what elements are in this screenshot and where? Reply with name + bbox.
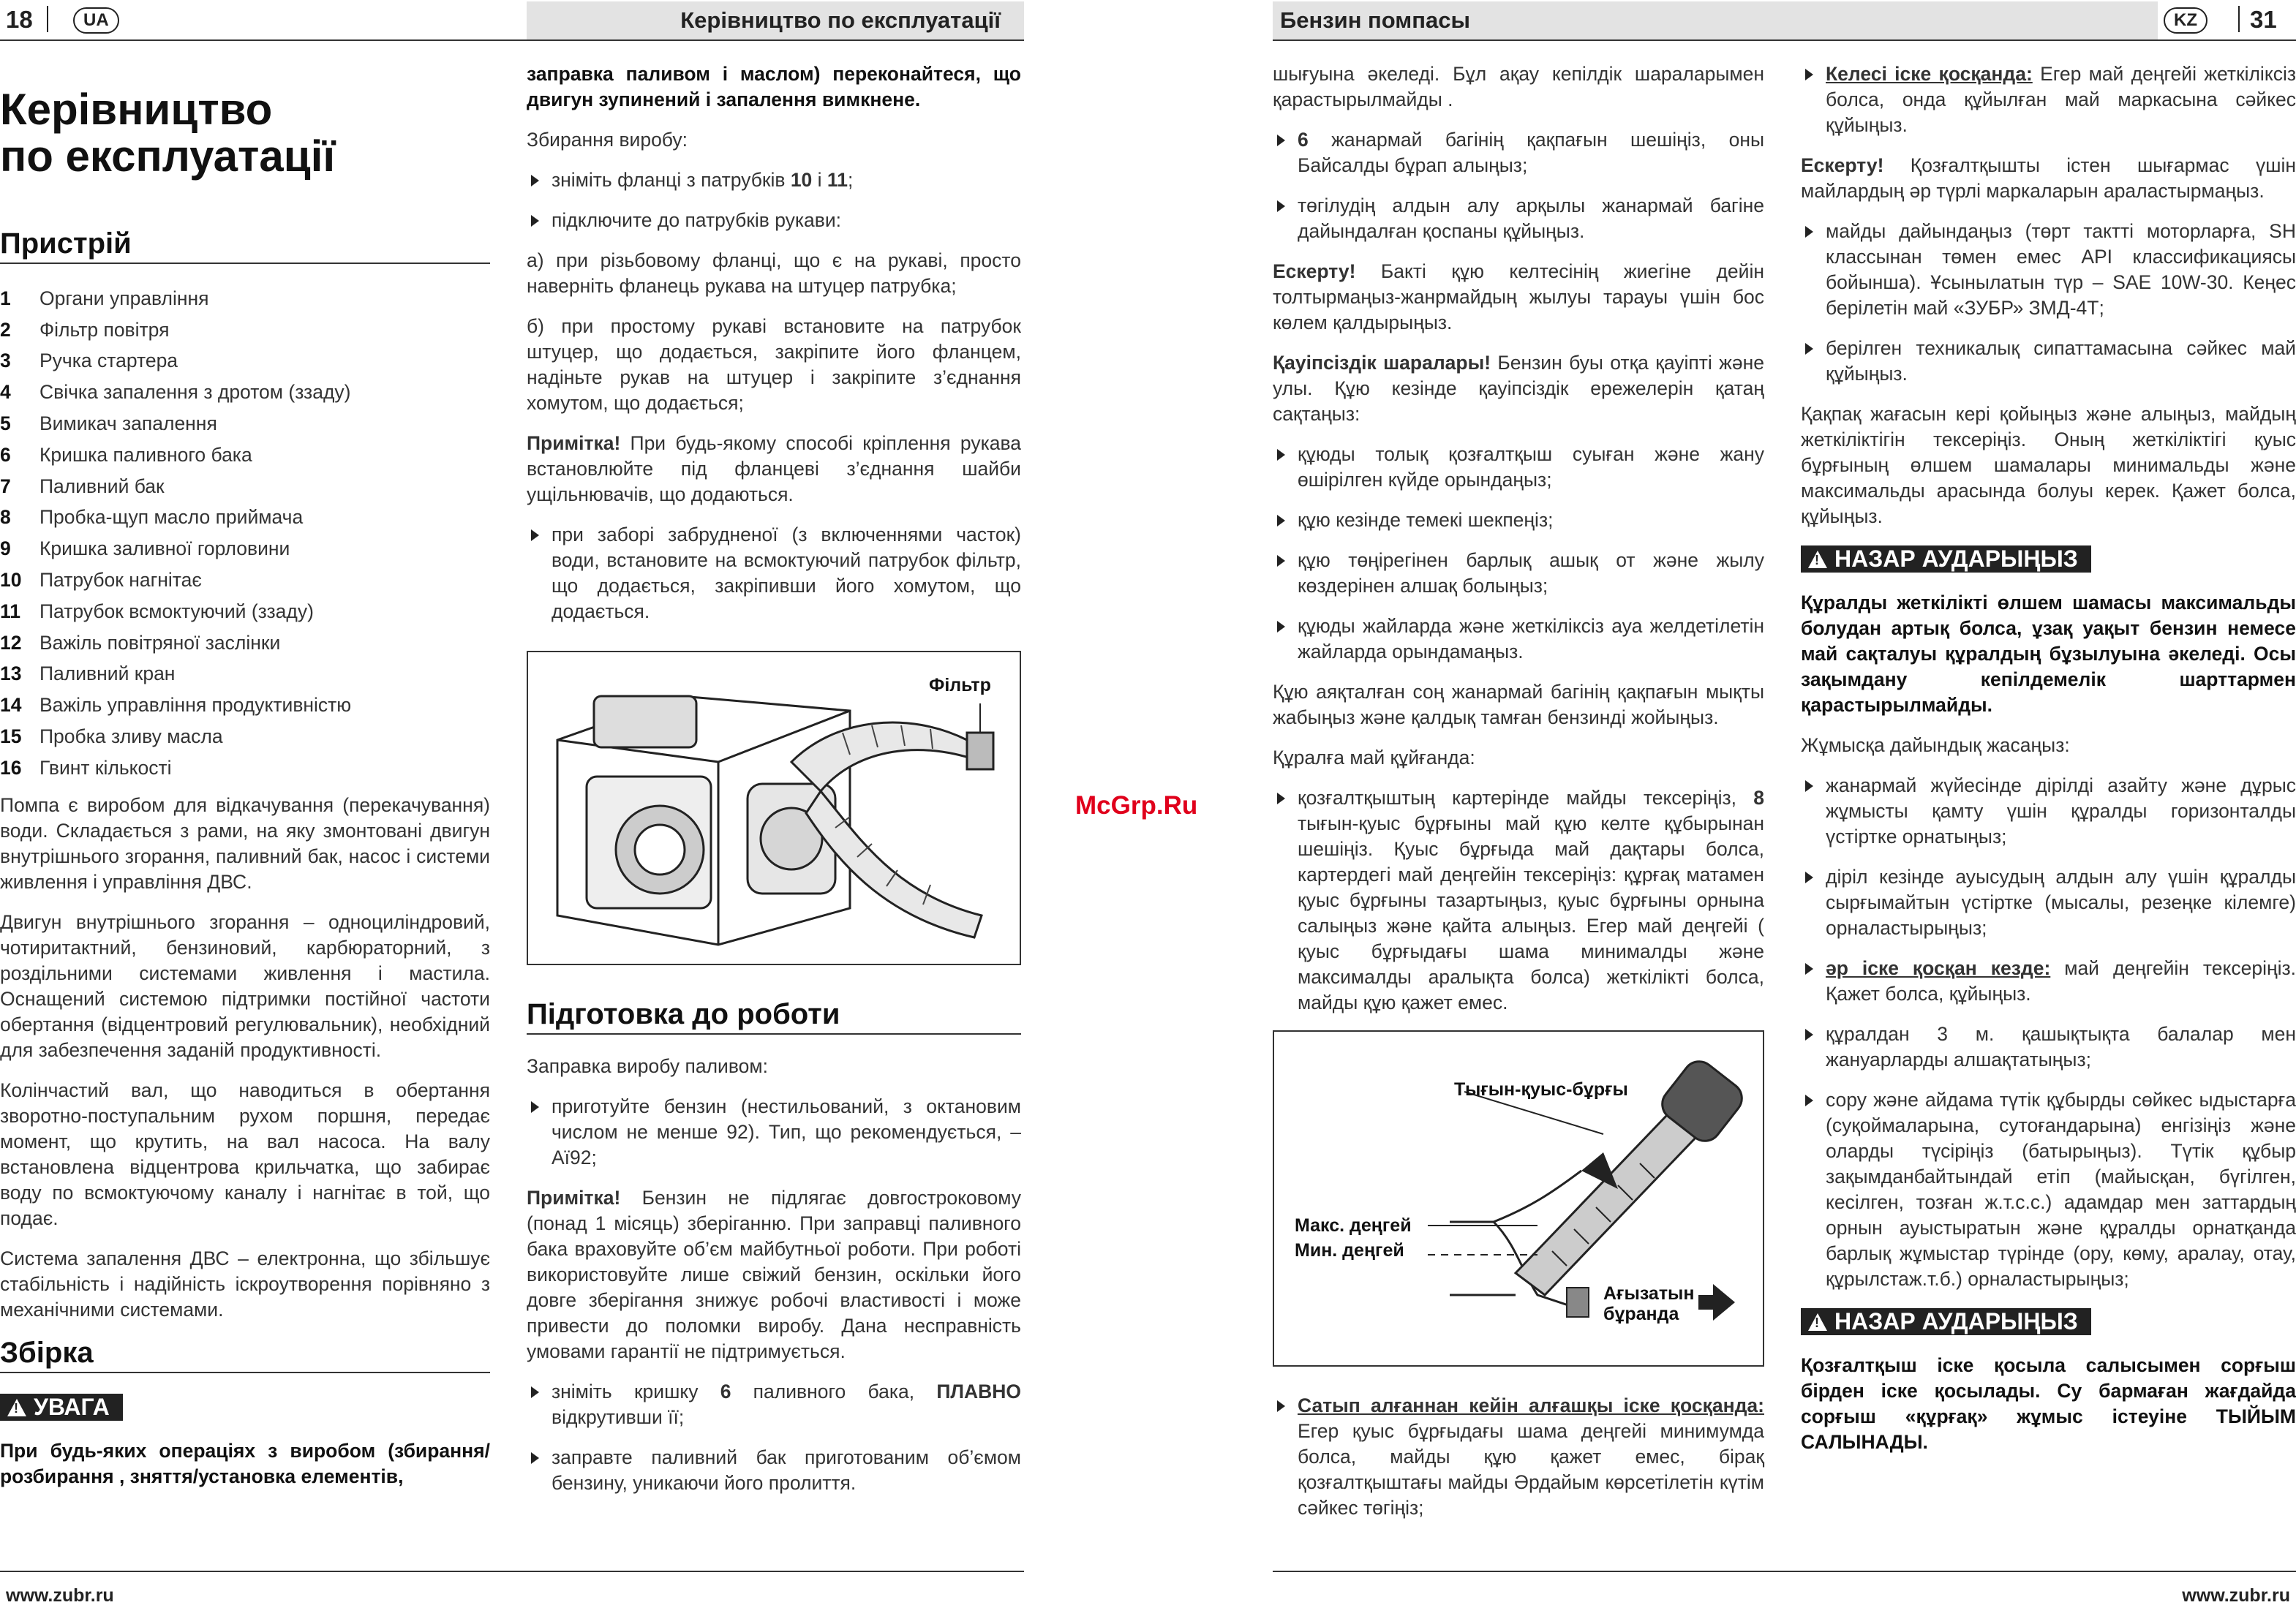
bullet-petrol: приготуйте бензин (нестильований, з октановим числом не менше 92). Тип, що рекомендується, – Аї92; xyxy=(527,1094,1021,1171)
part-label: Органи управління xyxy=(39,287,209,309)
part-number: 2 xyxy=(0,318,11,341)
part-number: 4 xyxy=(0,381,11,404)
kz-para-2: Құю аяқталған соң жанармай бaгінің қақпағын мықты жабыңыз және қалдық тамған бензинді жойыңыз. xyxy=(1273,681,1764,728)
pump-figure xyxy=(527,651,1021,965)
warning-icon xyxy=(7,1399,26,1416)
kz-note-2: Ескерту! Қозғалтқышты істен шығармас үшін майлардың әр түрлі маркаларын араластырмаңыз. xyxy=(1801,154,2296,202)
page-number: 18 xyxy=(6,6,33,33)
assembly-intro: Збирання виробу: xyxy=(527,129,688,151)
warning-icon xyxy=(1808,1313,1827,1331)
kz-warning-badge-2: !НАЗАР АУДАРЫҢЫЗ xyxy=(1801,1308,2091,1335)
part-label: Пробка-щуп масло приймача xyxy=(39,506,304,529)
parts-list-item xyxy=(0,596,490,627)
dipstick-figure xyxy=(1273,1030,1764,1367)
para-ignition: Система запалення ДВС – електронна, що збільшує стабільність і надійність іскроутворення порівняно з механічними системами. xyxy=(0,1247,490,1321)
bullet-tank-cap: зніміть кришку 6 паливного бака, ПЛАВНО відкрутивши її; xyxy=(527,1379,1021,1430)
label-plug: Тығын-қуыс-бұрғы xyxy=(1454,1079,1628,1100)
part-number: 13 xyxy=(0,662,22,685)
kz-bullet-each-start: әр іске қосқан кезде: май деңгейін тексеріңіз. Қажет болса, құйыңыз. xyxy=(1801,956,2296,1007)
parts-list-item xyxy=(0,533,490,565)
watermark: McGrp.Ru xyxy=(1075,791,1198,820)
part-label: Пробка зливу масла xyxy=(39,725,223,748)
header-title: Керівництво по експлуатації xyxy=(680,7,1001,33)
part-label: Фільтр повітря xyxy=(39,318,170,341)
parts-list-item xyxy=(0,502,490,534)
parts-list xyxy=(0,283,490,784)
part-label: Свічка запалення з дротом (ззаду) xyxy=(39,381,351,404)
part-label: Патрубок всмоктуючий (ззаду) xyxy=(39,600,314,622)
part-label: Паливний кран xyxy=(39,662,176,685)
kz-bullet-oil-check: қозғалтқыштың картерінде майды тексеріңіз, 8 тығын-қуыс бұрғыны май құю келте құбырынан шешіңіз. Қуыс бұрғыда май дақтары болса, картердегі май деңгейін тексеріңіз: құрғақ матамен қуыс бұрғыны тазартыңыз, қуыс бұрғыны орнына салыңыз және қайта алыңыз. Егер май деңгейі ( қуыс бұрғыдағы шама минималды және максималды аралықта болса) жеткілікті болса, майды құю қажет емес. xyxy=(1273,785,1764,1016)
kz-bullet-engine-cool: құюды толық қозғалтқыш суыған және жану өшірілген күйде орындаңыз; xyxy=(1273,442,1764,493)
part-number: 7 xyxy=(0,475,11,497)
part-label: Ручка стартера xyxy=(39,350,178,372)
note-1: Примітка! При будь-якому способі кріплення рукава встановлюйте під фланцеві з’єднання шайби ущільнювачів, що додаються. xyxy=(527,432,1021,505)
kz-para-cap: Қақпақ жағасын кері қойыңыз және алыңыз, майдың жеткіліктігін тексеріңіз. Оның жеткіліктігі қуыс бұрғының өлшем шамалары минимальды және максимальды арасында болуы керек. Қажет болса, құйыңыз. xyxy=(1801,403,2296,527)
header-divider-right xyxy=(2238,6,2240,32)
part-number: 1 xyxy=(0,287,11,309)
part-label: Вимикач запалення xyxy=(39,412,217,435)
kz-bullet-horizontal: жанармай жүйесінде дірілді азайту және дұрыс жұмысты қамту үшін құралды горизонталды үстіртке орнатыңыз; xyxy=(1801,773,2296,850)
part-number: 12 xyxy=(0,631,22,654)
part-number: 8 xyxy=(0,506,11,529)
parts-list-item xyxy=(0,283,490,314)
parts-list-item xyxy=(0,439,490,471)
warning-label: УВАГА xyxy=(34,1393,110,1420)
warning-text: При будь-яких операціях з виробом (збирання/розбирання , зняття/установка елементів, xyxy=(0,1439,490,1487)
bullet-hoses: підключите до патрубків рукави: xyxy=(527,208,1021,233)
bullet-filter: при заборі забрудненої (з включеннями часток) води, встановите на всмоктуючий патрубок фільтр, що додається, закріпивши його хомутом, що додається. xyxy=(527,522,1021,624)
footer-url-right[interactable]: www.zubr.ru xyxy=(2182,1585,2290,1606)
part-number: 6 xyxy=(0,443,11,466)
parts-list-item xyxy=(0,690,490,721)
header-title-right: Бензин помпасы xyxy=(1280,7,1470,33)
title-line-1: Керівництво xyxy=(0,85,273,134)
kz-warning-text-1: Құралды жеткілікті өлшем шамасы максимальды болудан артық болса, ұзақ уақыт бензин немесе май сақталуы құралдың бұзылуына әкеледі. Осы зақымдану кепілдемелік шарттармен қарастырылмайды. xyxy=(1801,592,2296,716)
section-assembly: Збірка xyxy=(0,1340,490,1373)
para-pump: Помпа є виробом для відкачування (перекачування) води. Складається з рами, на яку змонтовані двигун внутрішнього згорання, паливний бак, насос і системи живлення і управління ДВС. xyxy=(0,793,490,893)
kz-warning-badge-1: !НАЗАР АУДАРЫҢЫЗ xyxy=(1801,545,2091,573)
header-title-bar xyxy=(527,1,1024,39)
warning-badge xyxy=(0,1394,123,1421)
pump-illustration xyxy=(528,652,1020,964)
parts-list-item xyxy=(0,377,490,408)
kz-bullet-fill: төгілудің алдын алу арқылы жанармай багіне дайындалған қоспаны құйыңыз. xyxy=(1273,193,1764,244)
kz-bullet-no-smoking: құю кезінде темекі шекпеңіз; xyxy=(1273,507,1764,533)
page-left xyxy=(0,0,1024,1616)
part-number: 9 xyxy=(0,537,11,560)
header-title-bar-right xyxy=(1273,1,2158,39)
kz-prep-intro: Жұмысқа дайындық жасаңыз: xyxy=(1801,734,2070,756)
label-max-level: Макс. деңгей xyxy=(1295,1215,1412,1236)
page-title xyxy=(0,86,490,180)
kz-warning-text-2: Қозғалтқыш іске қосыла салысымен сорғыш бірден іске қосылады. Су бармаған жағдайда сорғыш «құрғақ» жұмыс істеуіне ТЫЙЫМ САЛЫНАДЫ. xyxy=(1801,1354,2296,1453)
left-column-2 xyxy=(527,61,1021,1511)
right-column-1 xyxy=(1273,61,1764,1536)
note-2: Примітка! Бензин не підлягає довгостроковому (понад 1 місяць) зберіганню. При заправці паливного бака враховуйте об’єм майбутньої роботи. При роботі використовуйте лише свіжий бензин, оскільки його довге зберігання знижує робочі властивості і може привести до поломки виробу. Дана несправність умовами гарантії не підтримується. xyxy=(527,1187,1021,1362)
part-label: Важіль управління продуктивністю xyxy=(39,694,352,717)
part-number: 15 xyxy=(0,725,22,748)
kz-para-1: шығуына әкеледі. Бұл ақау кепілдік шараларымен қарастырылмайды . xyxy=(1273,63,1764,110)
part-number: 5 xyxy=(0,412,11,435)
footer-url[interactable]: www.zubr.ru xyxy=(6,1585,114,1606)
part-label: Важіль повітряної заслінки xyxy=(39,631,281,654)
footer-line xyxy=(0,1571,1024,1572)
parts-list-item xyxy=(0,721,490,752)
kz-bullet-ventilation: құюды жайларда және жеткіліксіз ауа желдетілетін жайларда орындамаңыз. xyxy=(1273,613,1764,665)
kz-bullet-oil-spec: берілген техникалық сипаттамасына сәйкес май құйыңыз. xyxy=(1801,336,2296,387)
section-device: Пристрій xyxy=(0,231,490,264)
part-number: 3 xyxy=(0,350,11,372)
sub-b: б) при простому рукаві встановите на патрубок штуцер, що додається, закріпите його фланцем, надіньте рукав на штуцер і закріпите з’єднання хомутом, що додається; xyxy=(527,315,1021,414)
kz-safety: Қауіпсіздік шаралары! Бензин буы отқа қауіпті және улы. Құю кезінде қауіпсіздік ережелерін қатаң сақтаңыз: xyxy=(1273,352,1764,425)
part-label: Гвинт кількості xyxy=(39,756,172,779)
parts-list-item xyxy=(0,565,490,596)
parts-list-item xyxy=(0,346,490,377)
footer-line-right xyxy=(1273,1571,2296,1572)
kz-bullet-hoses: сору және айдама түтік құбырды сөйкес ыдыстарға (суқоймаларына, сутоғандарына) енгізіңіз және оларды түсіріңіз (батырыңыз). Түтік құбыр зақымданбайтындай етіп (майысқан, бүгілген, кесілген, тозған ж.т.с.с.) адамдар мен заттардың орнын ауыстыратын және құралды орнатқанда барлық жұмыстар түрінде (ору, көму, аралау, отау, құрылстаж.т.б.) орналастырыңыз; xyxy=(1801,1087,2296,1292)
kz-bullet-first-start: Сатып алғаннан кейін алғашқы іске қосқанда: Егер қуыс бұрғыдағы шама деңгейі минимумда болса, майды құю қажет емес, бірақ қозғалтқыштағы майды Әрдайым көрсетілетін күтім сәйкес төгіңіз; xyxy=(1273,1393,1764,1521)
lang-badge: UA xyxy=(73,7,119,34)
kz-bullet-cap: 6 жанармай багінің қақпағын шешіңіз, оны Байсалды бұрап алыңыз; xyxy=(1273,127,1764,178)
kz-bullet-next-start: Келесі іске қосқанда: Егер май деңгейі жеткіліксіз болса, онда құйылған май маркасына сәйкес құйыңыз. xyxy=(1801,61,2296,138)
lang-badge-right: KZ xyxy=(2164,7,2207,34)
kz-bullet-oil-type: майды дайындаңыз (төрт тактті моторларға, SH классынан төмен емес API классификациясы бойынша). Ұсынылатын түр – SAE 10W-30. Кеңес берілетін май «ЗУБР» ЗМД-4Т; xyxy=(1801,219,2296,321)
page-number-right: 31 xyxy=(2250,6,2277,33)
kz-note-1: Ескерту! Бакті құю келтесінің жиегіне дейін толтырмаңыз-жанрмайдың жылуы тарауы үшін бос көлем қалдырыңыз. xyxy=(1273,260,1764,333)
left-column-1 xyxy=(0,86,490,1504)
section-preparation: Підготовка до роботи xyxy=(527,1002,1021,1035)
parts-list-item xyxy=(0,314,490,346)
kz-para-3: Құралға май құйғанда: xyxy=(1273,747,1475,769)
label-min-level: Мин. деңгей xyxy=(1295,1240,1404,1261)
warning-icon xyxy=(1808,551,1827,568)
part-label: Патрубок нагнітає xyxy=(39,569,202,592)
parts-list-item xyxy=(0,752,490,784)
fuel-intro: Заправка виробу паливом: xyxy=(527,1055,768,1077)
part-number: 16 xyxy=(0,756,22,779)
part-label: Кришка заливної горловини xyxy=(39,537,290,560)
parts-list-item xyxy=(0,627,490,659)
right-column-2 xyxy=(1801,61,2296,1470)
page-right xyxy=(1273,0,2296,1616)
col2-intro: заправка паливом і маслом) переконайтеся, що двигун зупинений і запалення вимкнене. xyxy=(527,63,1021,110)
part-number: 11 xyxy=(0,600,21,622)
part-label: Кришка паливного бака xyxy=(39,443,252,466)
part-number: 10 xyxy=(0,569,22,592)
bullet-fill-tank: заправте паливний бак приготованим об’ємом бензину, уникаючи його пролиття. xyxy=(527,1445,1021,1496)
parts-list-item xyxy=(0,471,490,502)
parts-list-item xyxy=(0,408,490,439)
sub-a: а) при різьбовому фланці, що є на рукаві, просто наверніть фланець рукава на штуцер патрубка; xyxy=(527,249,1021,297)
header-divider xyxy=(47,6,48,32)
parts-list-item xyxy=(0,659,490,690)
bullet-flanges: зніміть фланці з патрубків 10 і 11; xyxy=(527,167,1021,193)
figure-label-filter: Фільтр xyxy=(929,675,991,695)
para-engine: Двигун внутрішнього згорання – одноциліндровий, чотиритактний, бензиновий, карбюраторний, з роздільними системами живлення і мастила. Оснащений системою підтримки постійної частоти обертання (відцентровий регулювальник), необхідний для забезпечення заданій продуктивності. xyxy=(0,910,490,1061)
kz-bullet-fire: құю төңірегінен барлық ашық от және жылу көздерінен алшақ болыңыз; xyxy=(1273,548,1764,599)
kz-bullet-nonslip: діріл кезінде ауысудың алдын алу үшін құралды сырғымайтын үстіртке (мысалы, резеңке кілемге) орналастырыңыз; xyxy=(1801,864,2296,941)
part-number: 14 xyxy=(0,694,22,717)
label-drain-screw: Ағызатын бұранда xyxy=(1603,1283,1695,1324)
kz-bullet-distance: құралдан 3 м. қашықтықта балалар мен жануарларды алшақтатыңыз; xyxy=(1801,1022,2296,1073)
para-shaft: Колінчастий вал, що наводиться в обертання зворотно-поступальним рухом поршня, передає момент, що крутить, на вал насоса. На валу встановлена відцентрова крильчатка, що забирає воду по всмоктуючому каналу і нагнітає в той, що подає. xyxy=(0,1079,490,1229)
title-line-2: по експлуатації xyxy=(0,132,336,181)
part-label: Паливний бак xyxy=(39,475,165,497)
